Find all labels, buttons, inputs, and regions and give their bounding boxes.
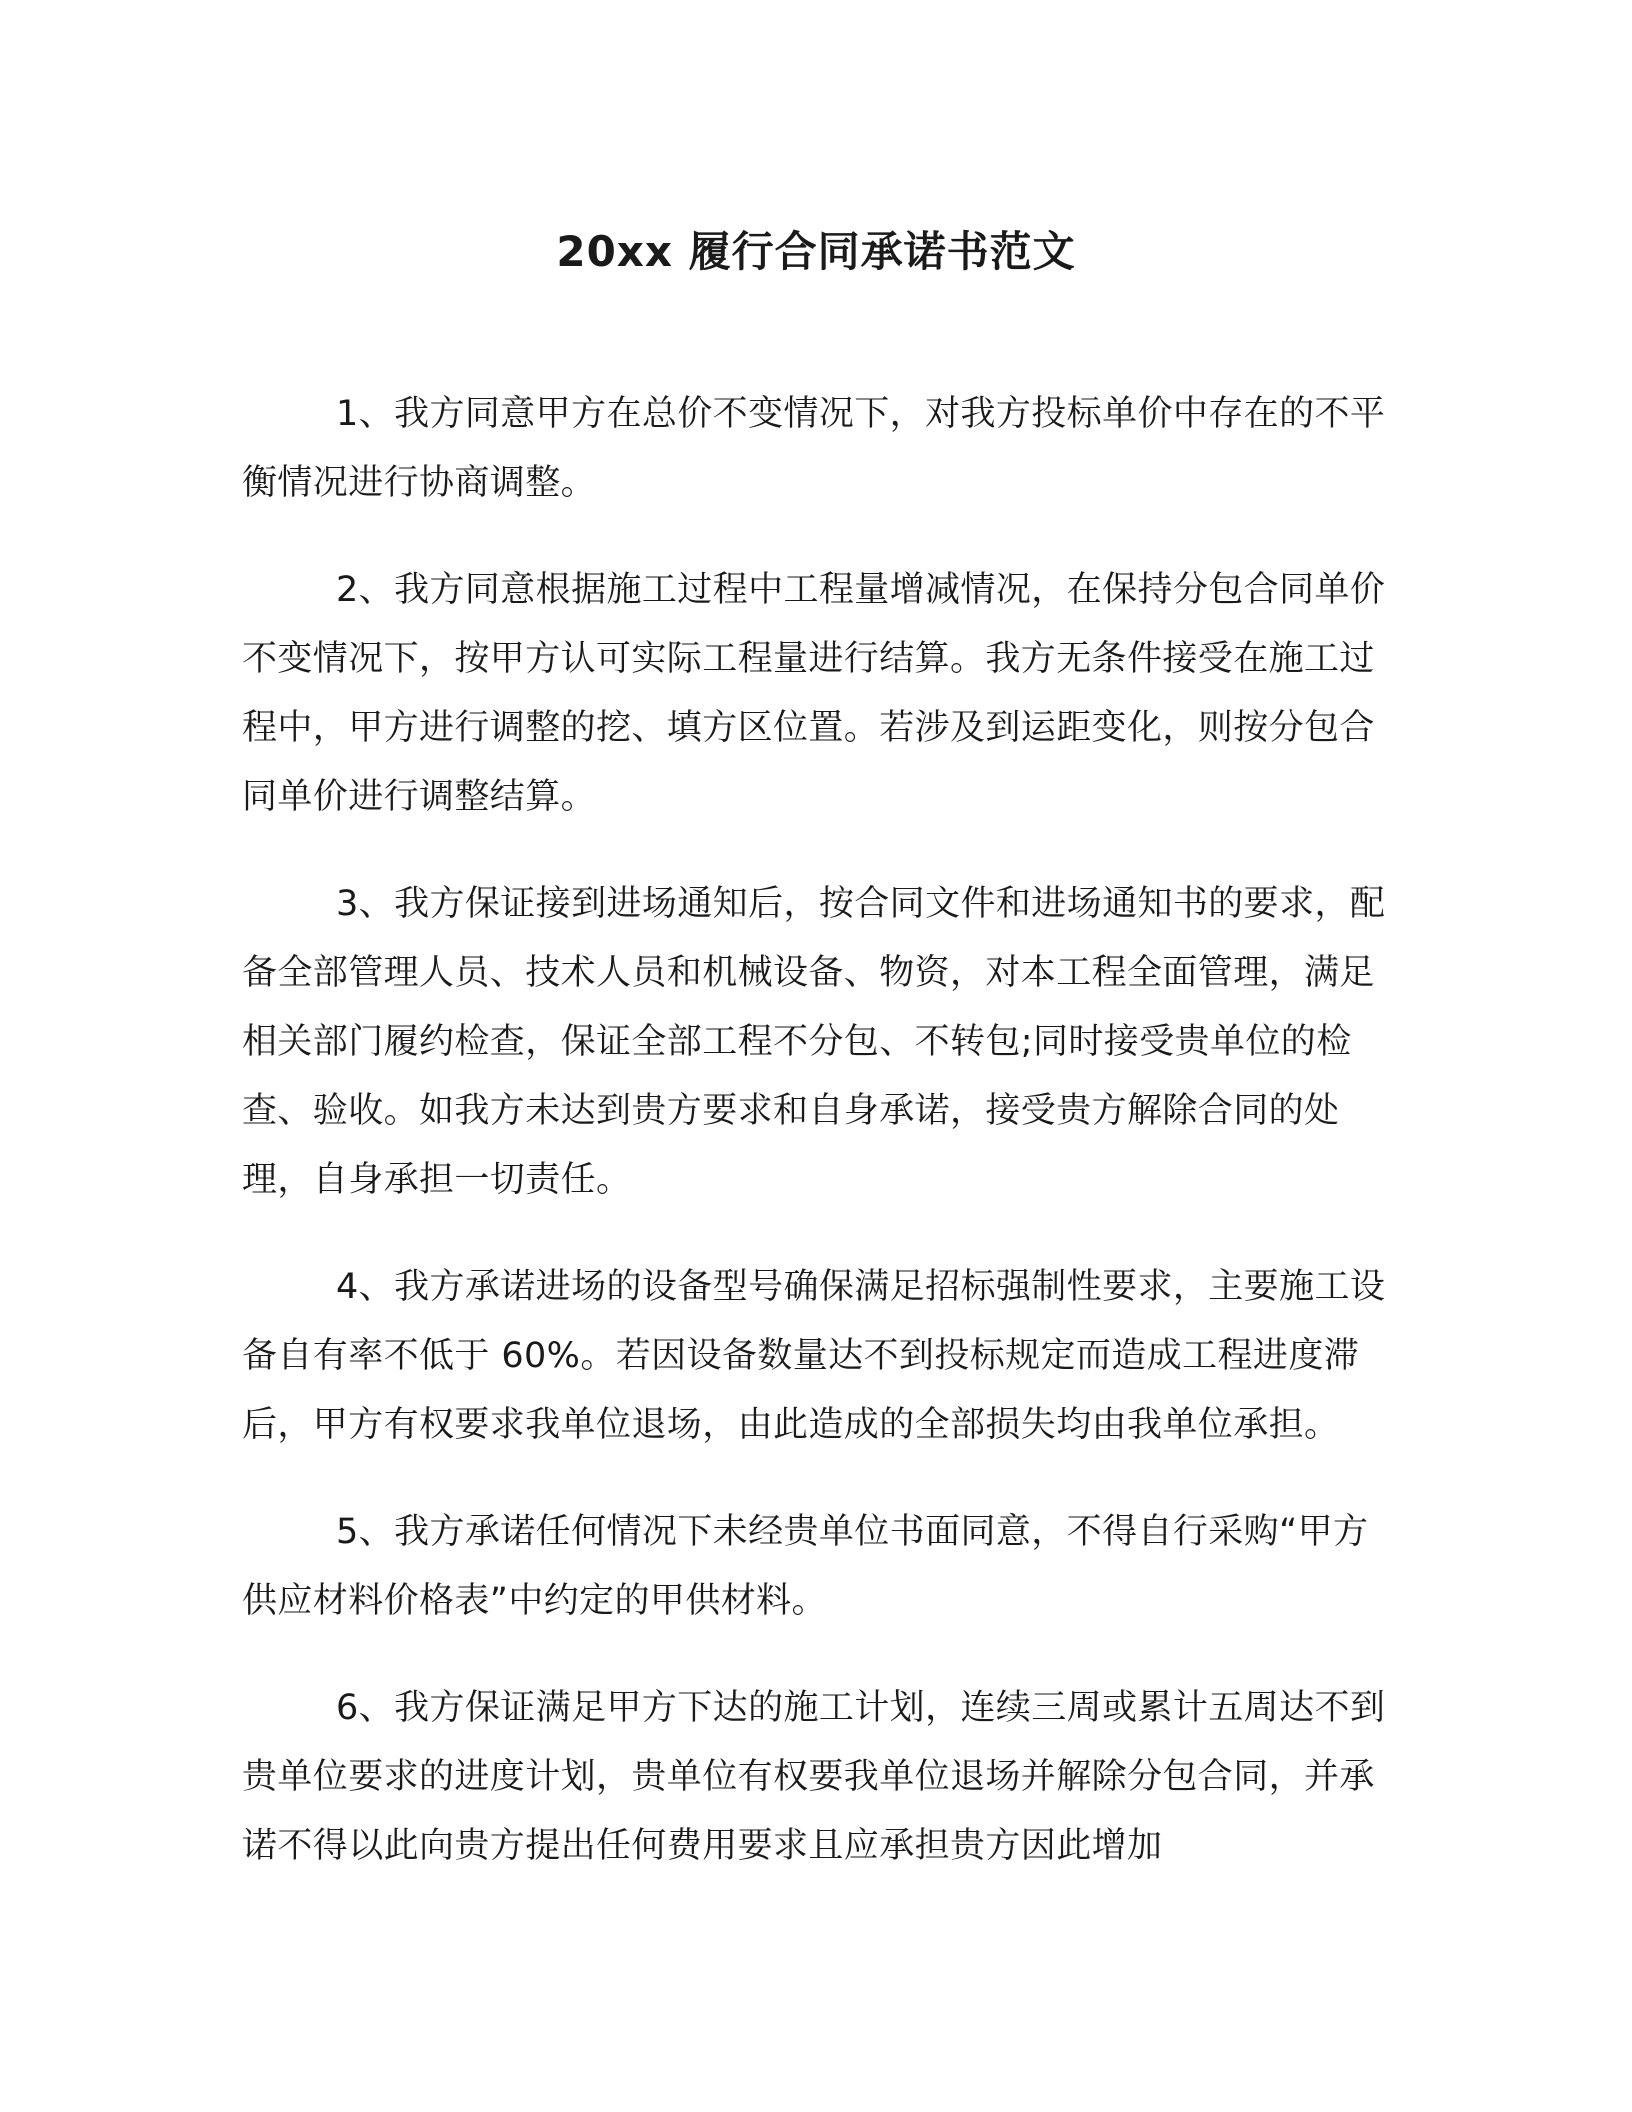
paragraph-2: 2、我方同意根据施工过程中工程量增减情况，在保持分包合同单价不变情况下，按甲方认可实际工程量进行结算。我方无条件接受在施工过程中，甲方进行调整的挖、填方区位置。若涉及到运距变化，则按分包合同单价进行调整结算。 [242,570,1386,817]
document-body [242,380,1390,1919]
paragraph-5: 5、我方承诺任何情况下未经贵单位书面同意，不得自行采购“甲方供应材料价格表”中约定的甲供材料。 [242,1512,1369,1621]
paragraph-6: 6、我方保证满足甲方下达的施工计划，连续三周或累计五周达不到贵单位要求的进度计划，贵单位有权要我单位退场并解除分包合同，并承诺不得以此向贵方提出任何费用要求且应承担贵方因此增加 [242,1688,1386,1866]
paragraph-1: 1、我方同意甲方在总价不变情况下，对我方投标单价中存在的不平衡情况进行协商调整。 [242,394,1386,503]
page-title: 20xx 履行合同承诺书范文 [556,227,1076,276]
paragraph-4: 4、我方承诺进场的设备型号确保满足招标强制性要求，主要施工设备自有率不低于 60%。若因设备数量达不到投标规定而造成工程进度滞后，甲方有权要求我单位退场，由此造成的全部损失均由我单位承担。 [242,1267,1386,1445]
paragraph-3: 3、我方保证接到进场通知后，按合同文件和进场通知书的要求，配备全部管理人员、技术人员和机械设备、物资，对本工程全面管理，满足相关部门履约检查，保证全部工程不分包、不转包;同时接受贵单位的检查、验收。如我方未达到贵方要求和自身承诺，接受贵方解除合同的处理，自身承担一切责任。 [242,884,1386,1200]
